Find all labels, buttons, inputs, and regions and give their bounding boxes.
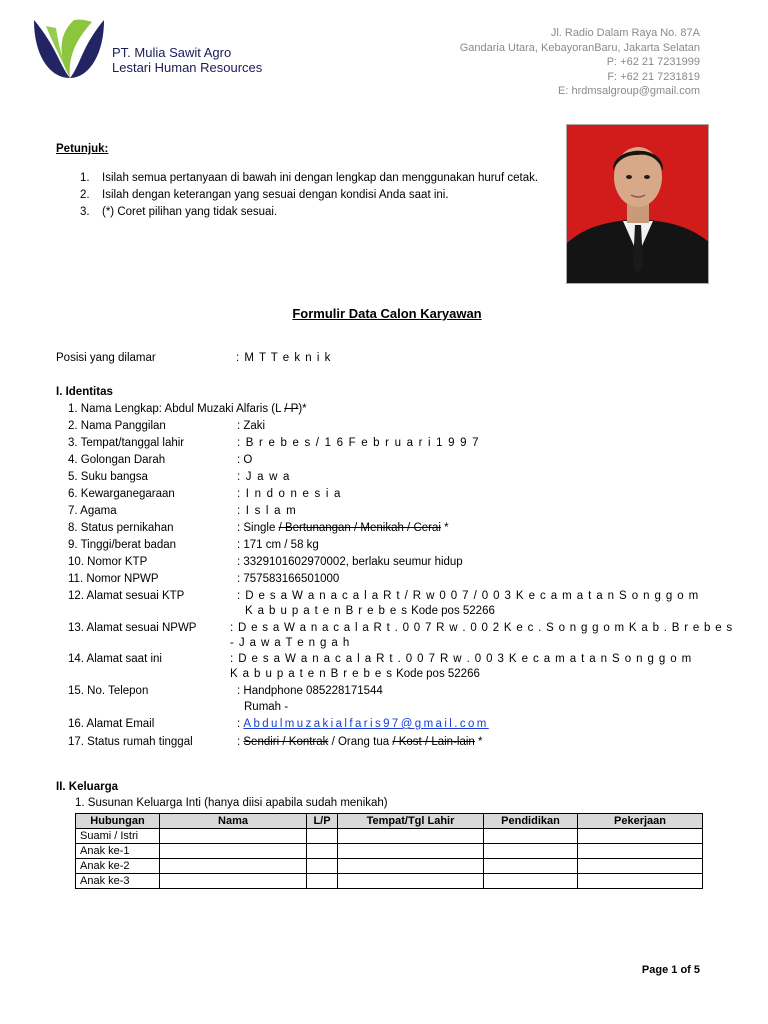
- family-table-header: [76, 814, 703, 829]
- cell-empty[interactable]: [160, 859, 307, 874]
- email-colon: :: [237, 718, 244, 730]
- residence-label: 17. Status rumah tinggal: [68, 736, 193, 748]
- address-street: Jl. Radio Dalam Raya No. 87A: [550, 27, 700, 39]
- height-weight-label: 9. Tinggi/berat badan: [68, 539, 177, 551]
- birth-label: 3. Tempat/tanggal lahir: [68, 437, 185, 449]
- row-relationship: Anak ke-1: [76, 844, 160, 859]
- address-npwp-line2: - J a w a T e n g a h: [230, 637, 351, 649]
- section-identity-title: I. Identitas: [56, 386, 113, 398]
- company-name: [112, 45, 262, 75]
- instruction-text: Isilah semua pertanyaan di bawah ini dengan lengkap dan menggunakan huruf cetak.: [102, 172, 539, 184]
- residence-selected: / Orang tua: [328, 736, 393, 748]
- address-current-regency: K a b u p a t e n B r e b e s: [230, 668, 393, 680]
- position-value: : M T T e k n i k: [236, 352, 332, 364]
- address-npwp-label: 13. Alamat sesuai NPWP: [68, 622, 197, 634]
- residence-struck-1: Sendiri / Kontrak: [243, 736, 329, 748]
- page-number: Page 1 of 5: [641, 964, 700, 976]
- instructions-list: [80, 170, 550, 221]
- col-gender: L/P: [307, 814, 338, 829]
- instruction-number: 3.: [80, 206, 90, 218]
- company-name-line1: PT. Mulia Sawit Agro: [112, 45, 232, 60]
- company-logo: [30, 16, 108, 80]
- marital-selected: : Single: [237, 522, 279, 534]
- col-occupation: Pekerjaan: [578, 814, 703, 829]
- address-email: E: hrdmsalgroup@gmail.com: [558, 85, 700, 98]
- instruction-item: [80, 170, 550, 187]
- cell-empty[interactable]: [578, 874, 703, 889]
- address-ktp-line2: [245, 605, 495, 617]
- table-row: [76, 844, 703, 859]
- address-ktp-regency: K a b u p a t e n B r e b e s: [245, 605, 408, 617]
- row-relationship: Suami / Istri: [76, 829, 160, 844]
- address-fax: F: +62 21 7231819: [607, 70, 700, 83]
- email-label: 16. Alamat Email: [68, 718, 155, 730]
- cell-empty[interactable]: [484, 829, 578, 844]
- cell-empty[interactable]: [578, 829, 703, 844]
- full-name-field: [68, 403, 307, 415]
- cell-empty[interactable]: [307, 829, 338, 844]
- instruction-number: 2.: [80, 189, 90, 201]
- ethnicity-label: 5. Suku bangsa: [68, 471, 148, 483]
- address-npwp-line1: : D e s a W a n a c a l a R t . 0 0 7 R w . 0 0 2 K e c . S o n g g o m K a b . B r e b e s: [230, 622, 733, 634]
- cell-empty[interactable]: [338, 874, 484, 889]
- cell-empty[interactable]: [484, 844, 578, 859]
- npwp-label: 11. Nomor NPWP: [68, 573, 159, 585]
- marital-value: [237, 522, 449, 534]
- email-link[interactable]: Abdulmuzakialfaris97@gmail.com: [243, 718, 489, 730]
- citizenship-label: 6. Kewarganegaraan: [68, 488, 175, 500]
- instruction-item: [80, 187, 550, 204]
- instruction-item: [80, 204, 550, 221]
- residence-colon: :: [237, 736, 244, 748]
- form-title: Formulir Data Calon Karyawan: [292, 306, 482, 321]
- cell-empty[interactable]: [307, 859, 338, 874]
- cell-empty[interactable]: [578, 844, 703, 859]
- cell-empty[interactable]: [160, 844, 307, 859]
- npwp-value: : 757583166501000: [237, 573, 340, 585]
- instructions-title: Petunjuk:: [56, 143, 109, 155]
- applicant-photo: [566, 124, 709, 284]
- row-relationship: Anak ke-2: [76, 859, 160, 874]
- marital-label: 8. Status pernikahan: [68, 522, 174, 534]
- company-name-line2: Lestari Human Resources: [112, 60, 263, 75]
- full-name-label: 1. Nama Lengkap: Abdul Muzaki Alfaris (L: [68, 403, 285, 415]
- religion-value: : I s l a m: [237, 505, 297, 517]
- residence-value: [237, 736, 482, 748]
- email-value: [237, 718, 489, 730]
- cell-empty[interactable]: [307, 874, 338, 889]
- instruction-text: (*) Coret pilihan yang tidak sesuai.: [102, 206, 278, 218]
- applicant-portrait-image: [567, 125, 709, 284]
- col-education: Pendidikan: [484, 814, 578, 829]
- nickname-label: 2. Nama Panggilan: [68, 420, 166, 432]
- phone-home: Rumah -: [244, 701, 289, 713]
- blood-type-label: 4. Golongan Darah: [68, 454, 166, 466]
- cell-empty[interactable]: [338, 844, 484, 859]
- birth-value: : B r e b e s / 1 6 F e b r u a r i 1 9 9 7: [237, 437, 480, 449]
- table-row: [76, 829, 703, 844]
- col-relationship: Hubungan: [76, 814, 160, 829]
- height-weight-value: : 171 cm / 58 kg: [237, 539, 319, 551]
- marital-struck-options: / Bertunangan / Menikah / Cerai: [278, 522, 441, 534]
- address-ktp-line1: : D e s a W a n a c a l a R t / R w 0 0 7 / 0 0 3 K e c a m a t a n S o n g g o m: [237, 590, 700, 602]
- residence-struck-2: / Kost / Lain-lain: [392, 736, 475, 748]
- address-current-line1: : D e s a W a n a c a l a R t . 0 0 7 R w . 0 0 3 K e c a m a t a n S o n g g o m: [230, 653, 693, 665]
- cell-empty[interactable]: [307, 844, 338, 859]
- cell-empty[interactable]: [578, 859, 703, 874]
- family-table: [75, 813, 703, 889]
- address-ktp-label: 12. Alamat sesuai KTP: [68, 590, 185, 602]
- citizenship-value: : I n d o n e s i a: [237, 488, 342, 500]
- address-current-line2: [230, 668, 480, 680]
- cell-empty[interactable]: [160, 829, 307, 844]
- full-name-suffix: )*: [298, 403, 307, 415]
- cell-empty[interactable]: [484, 859, 578, 874]
- address-current-label: 14. Alamat saat ini: [68, 653, 162, 665]
- phone-mobile: : Handphone 085228171544: [237, 685, 383, 697]
- instruction-text: Isilah dengan keterangan yang sesuai dengan kondisi Anda saat ini.: [102, 189, 449, 201]
- religion-label: 7. Agama: [68, 505, 117, 517]
- col-name: Nama: [160, 814, 307, 829]
- residence-suffix: *: [474, 736, 483, 748]
- position-label: Posisi yang dilamar: [56, 352, 156, 364]
- table-row: [76, 874, 703, 889]
- ktp-label: 10. Nomor KTP: [68, 556, 148, 568]
- cell-empty[interactable]: [338, 859, 484, 874]
- instruction-number: 1.: [80, 172, 90, 184]
- family-subtitle: 1. Susunan Keluarga Inti (hanya diisi apabila sudah menikah): [75, 797, 388, 809]
- address-current-postcode: Kode pos 52266: [392, 668, 480, 680]
- col-birth: Tempat/Tgl Lahir: [338, 814, 484, 829]
- marital-suffix: *: [440, 522, 449, 534]
- ktp-value: : 3329101602970002, berlaku seumur hidup: [237, 556, 463, 568]
- cell-empty[interactable]: [160, 874, 307, 889]
- address-ktp-postcode: Kode pos 52266: [407, 605, 495, 617]
- nickname-value: : Zaki: [237, 420, 266, 432]
- company-address: [460, 26, 700, 99]
- row-relationship: Anak ke-3: [76, 874, 160, 889]
- ethnicity-value: : J a w a: [237, 471, 291, 483]
- address-phone: P: +62 21 7231999: [606, 56, 700, 69]
- cell-empty[interactable]: [338, 829, 484, 844]
- blood-type-value: : O: [237, 454, 253, 466]
- section-family-title: II. Keluarga: [56, 781, 118, 793]
- table-row: [76, 859, 703, 874]
- cell-empty[interactable]: [484, 874, 578, 889]
- phone-label: 15. No. Telepon: [68, 685, 149, 697]
- gender-struck-option: / P: [284, 403, 299, 415]
- address-city: Gandaria Utara, KebayoranBaru, Jakarta Selatan: [459, 41, 700, 54]
